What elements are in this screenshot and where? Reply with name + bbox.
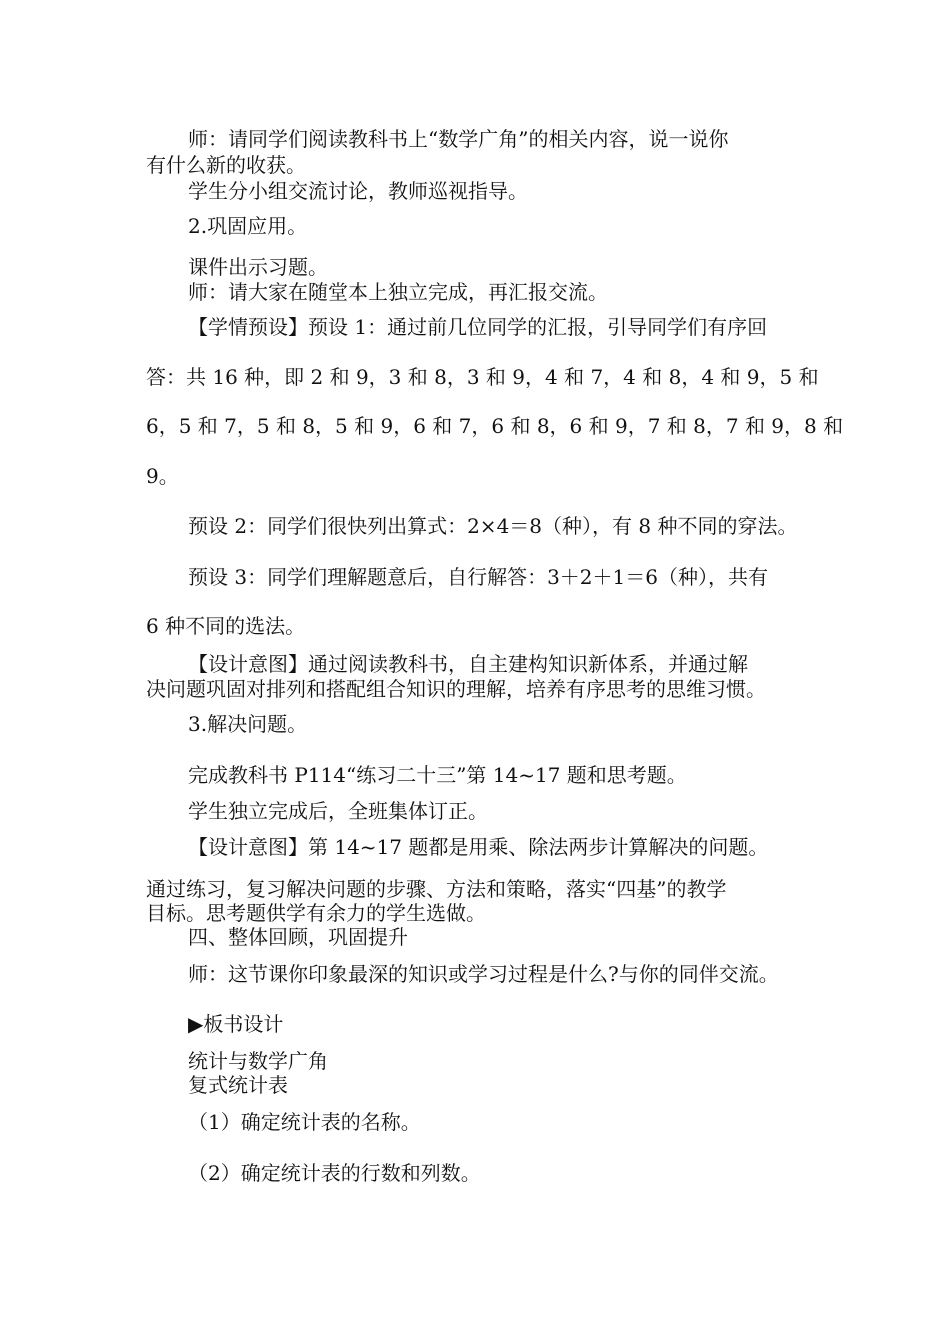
section-heading: 四、整体回顾，巩固提升 [188, 925, 408, 949]
section-heading: ▶板书设计 [188, 1012, 284, 1036]
section-heading: 3.解决问题。 [188, 712, 308, 736]
paragraph-line: 【设计意图】第 14~17 题都是用乘、除法两步计算解决的问题。 [188, 835, 769, 859]
paragraph-line: 有什么新的收获。 [146, 153, 306, 177]
paragraph-line: 决问题巩固对排列和搭配组合知识的理解，培养有序思考的思维习惯。 [146, 677, 766, 701]
paragraph-line: 学生独立完成后，全班集体订正。 [188, 799, 488, 823]
paragraph-line: 师：请大家在随堂本上独立完成，再汇报交流。 [188, 280, 608, 304]
section-heading: 2.巩固应用。 [188, 214, 308, 238]
paragraph-line: 复式统计表 [188, 1073, 288, 1097]
paragraph-line: 学生分小组交流讨论，教师巡视指导。 [188, 179, 528, 203]
paragraph-line: 通过练习，复习解决问题的步骤、方法和策略，落实“四基”的教学 [146, 877, 727, 901]
paragraph-line: 目标。思考题供学有余力的学生选做。 [146, 901, 486, 925]
paragraph-line: 完成教科书 P114“练习二十三”第 14~17 题和思考题。 [188, 763, 687, 787]
paragraph-line: 9。 [146, 464, 179, 488]
paragraph-line: 【学情预设】预设 1：通过前几位同学的汇报，引导同学们有序回 [188, 315, 768, 339]
paragraph-line: 课件出示习题。 [188, 255, 328, 279]
paragraph-line: 师：请同学们阅读教科书上“数学广角”的相关内容，说一说你 [188, 127, 729, 151]
paragraph-line: 预设 2：同学们很快列出算式：2×4＝8（种），有 8 种不同的穿法。 [188, 514, 798, 538]
list-item: （2）确定统计表的行数和列数。 [188, 1161, 481, 1185]
paragraph-line: 统计与数学广角 [188, 1049, 328, 1073]
paragraph-line: 师：这节课你印象最深的知识或学习过程是什么?与你的同伴交流。 [188, 962, 779, 986]
list-item: （1）确定统计表的名称。 [188, 1110, 421, 1134]
paragraph-line: 答：共 16 种，即 2 和 9，3 和 8，3 和 9，4 和 7，4 和 8，4 和 9，5 和 [146, 365, 819, 389]
paragraph-line: 【设计意图】通过阅读教科书，自主建构知识新体系，并通过解 [188, 652, 748, 676]
paragraph-line: 预设 3：同学们理解题意后，自行解答：3＋2＋1＝6（种），共有 [188, 565, 768, 589]
paragraph-line: 6，5 和 7，5 和 8，5 和 9，6 和 7，6 和 8，6 和 9，7 和 8，7 和 9，8 和 [146, 414, 844, 438]
paragraph-line: 6 种不同的选法。 [146, 614, 306, 638]
